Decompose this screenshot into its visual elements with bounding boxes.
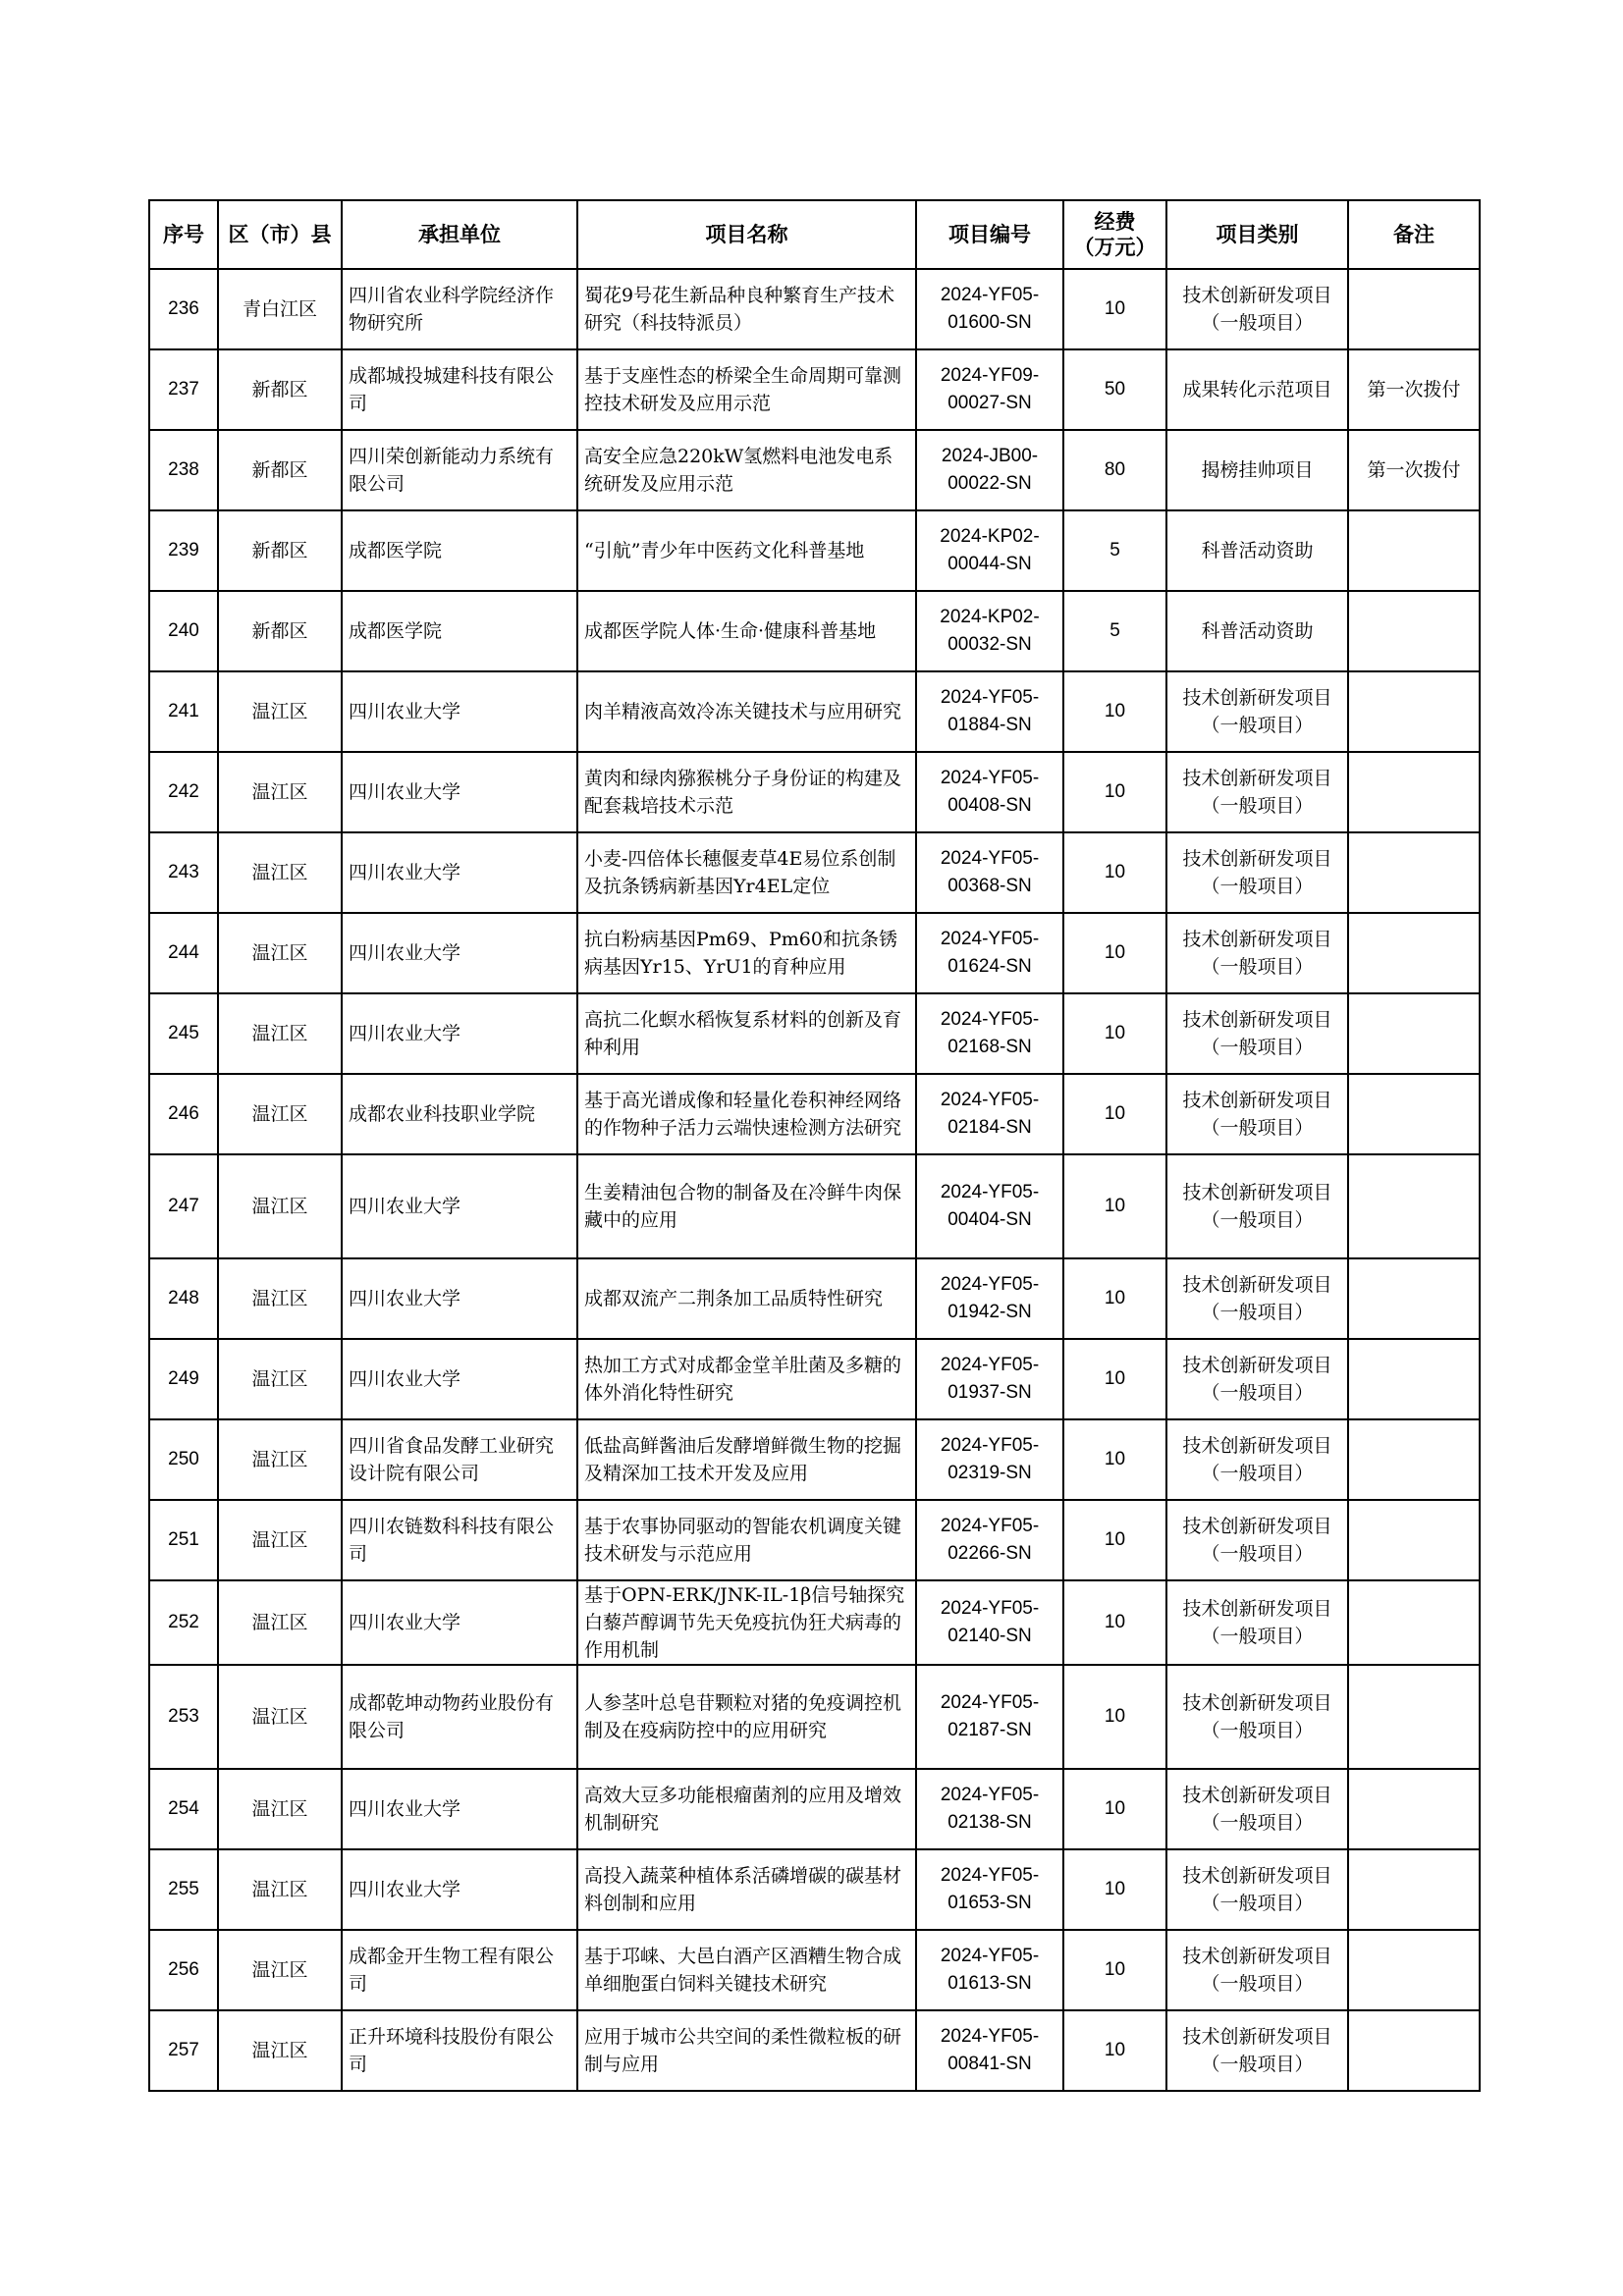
- cell-funds: 5: [1063, 510, 1166, 591]
- cell-funds: 10: [1063, 1769, 1166, 1849]
- cell-seq: 237: [149, 349, 218, 430]
- cell-project-name: 成都医学院人体·生命·健康科普基地: [577, 591, 916, 671]
- table-row: [149, 752, 1480, 832]
- cell-remark: [1348, 1849, 1480, 1930]
- table-row: [149, 832, 1480, 913]
- cell-category: 技术创新研发项目（一般项目）: [1166, 1074, 1348, 1154]
- cell-unit: 四川农业大学: [342, 1339, 577, 1419]
- cell-district: 新都区: [218, 349, 342, 430]
- cell-seq: 248: [149, 1258, 218, 1339]
- cell-district: 温江区: [218, 832, 342, 913]
- cell-project-code: 2024-KP02-00032-SN: [916, 591, 1063, 671]
- header-unit: 承担单位: [342, 200, 577, 269]
- cell-project-code: 2024-YF05-02184-SN: [916, 1074, 1063, 1154]
- cell-funds: 50: [1063, 349, 1166, 430]
- cell-remark: [1348, 671, 1480, 752]
- cell-unit: 成都医学院: [342, 591, 577, 671]
- cell-district: 新都区: [218, 591, 342, 671]
- header-seq: 序号: [149, 200, 218, 269]
- cell-remark: 第一次拨付: [1348, 349, 1480, 430]
- cell-funds: 10: [1063, 269, 1166, 349]
- cell-category: 技术创新研发项目（一般项目）: [1166, 2010, 1348, 2091]
- cell-funds: 10: [1063, 1419, 1166, 1500]
- cell-seq: 250: [149, 1419, 218, 1500]
- cell-unit: 成都乾坤动物药业股份有限公司: [342, 1665, 577, 1769]
- cell-project-name: 生姜精油包合物的制备及在冷鲜牛肉保藏中的应用: [577, 1154, 916, 1258]
- cell-category: 技术创新研发项目（一般项目）: [1166, 1258, 1348, 1339]
- cell-seq: 254: [149, 1769, 218, 1849]
- cell-district: 温江区: [218, 2010, 342, 2091]
- cell-project-code: 2024-YF05-01937-SN: [916, 1339, 1063, 1419]
- cell-district: 青白江区: [218, 269, 342, 349]
- cell-funds: 10: [1063, 1074, 1166, 1154]
- cell-district: 温江区: [218, 913, 342, 993]
- cell-funds: 10: [1063, 1500, 1166, 1580]
- table-row: [149, 1258, 1480, 1339]
- cell-seq: 246: [149, 1074, 218, 1154]
- table-row: [149, 1665, 1480, 1769]
- cell-remark: [1348, 1500, 1480, 1580]
- table-row: [149, 1419, 1480, 1500]
- cell-project-code: 2024-YF05-02187-SN: [916, 1665, 1063, 1769]
- cell-remark: [1348, 1930, 1480, 2010]
- cell-funds: 10: [1063, 1930, 1166, 2010]
- cell-district: 温江区: [218, 752, 342, 832]
- cell-project-code: 2024-YF05-00841-SN: [916, 2010, 1063, 2091]
- cell-category: 技术创新研发项目（一般项目）: [1166, 1769, 1348, 1849]
- cell-project-name: 人参茎叶总皂苷颗粒对猪的免疫调控机制及在疫病防控中的应用研究: [577, 1665, 916, 1769]
- header-remark: 备注: [1348, 200, 1480, 269]
- cell-seq: 249: [149, 1339, 218, 1419]
- project-funding-table: [148, 199, 1481, 2092]
- cell-project-code: 2024-YF05-01600-SN: [916, 269, 1063, 349]
- cell-category: 技术创新研发项目（一般项目）: [1166, 913, 1348, 993]
- cell-seq: 244: [149, 913, 218, 993]
- cell-district: 温江区: [218, 1074, 342, 1154]
- cell-unit: 四川农业大学: [342, 671, 577, 752]
- cell-project-code: 2024-YF05-01884-SN: [916, 671, 1063, 752]
- cell-category: 技术创新研发项目（一般项目）: [1166, 1419, 1348, 1500]
- cell-project-code: 2024-YF05-01653-SN: [916, 1849, 1063, 1930]
- cell-seq: 236: [149, 269, 218, 349]
- cell-unit: 四川农业大学: [342, 1154, 577, 1258]
- cell-project-code: 2024-YF05-00404-SN: [916, 1154, 1063, 1258]
- cell-project-code: 2024-YF09-00027-SN: [916, 349, 1063, 430]
- cell-funds: 10: [1063, 832, 1166, 913]
- cell-category: 技术创新研发项目（一般项目）: [1166, 1849, 1348, 1930]
- cell-project-name: 小麦-四倍体长穗偃麦草4E易位系创制及抗条锈病新基因Yr4EL定位: [577, 832, 916, 913]
- cell-project-name: 高投入蔬菜种植体系活磷增碳的碳基材料创制和应用: [577, 1849, 916, 1930]
- cell-funds: 10: [1063, 1339, 1166, 1419]
- cell-seq: 256: [149, 1930, 218, 2010]
- cell-project-name: 蜀花9号花生新品种良种繁育生产技术研究（科技特派员）: [577, 269, 916, 349]
- cell-remark: [1348, 510, 1480, 591]
- cell-district: 新都区: [218, 430, 342, 510]
- cell-category: 技术创新研发项目（一般项目）: [1166, 752, 1348, 832]
- cell-unit: 正升环境科技股份有限公司: [342, 2010, 577, 2091]
- cell-project-code: 2024-YF05-01613-SN: [916, 1930, 1063, 2010]
- cell-unit: 四川省食品发酵工业研究设计院有限公司: [342, 1419, 577, 1500]
- table-row: [149, 993, 1480, 1074]
- cell-funds: 10: [1063, 993, 1166, 1074]
- cell-project-name: 基于OPN-ERK/JNK-IL-1β信号轴探究白藜芦醇调节先天免疫抗伪狂犬病毒的作用机制: [577, 1580, 916, 1665]
- cell-unit: 四川农链数科科技有限公司: [342, 1500, 577, 1580]
- cell-project-name: 基于农事协同驱动的智能农机调度关键技术研发与示范应用: [577, 1500, 916, 1580]
- cell-category: 技术创新研发项目（一般项目）: [1166, 671, 1348, 752]
- cell-remark: [1348, 1339, 1480, 1419]
- cell-category: 技术创新研发项目（一般项目）: [1166, 1500, 1348, 1580]
- cell-unit: 四川农业大学: [342, 913, 577, 993]
- table-body: [149, 269, 1480, 2091]
- cell-remark: [1348, 913, 1480, 993]
- header-project-name: 项目名称: [577, 200, 916, 269]
- cell-district: 新都区: [218, 510, 342, 591]
- cell-project-name: 高抗二化螟水稻恢复系材料的创新及育种利用: [577, 993, 916, 1074]
- cell-project-code: 2024-KP02-00044-SN: [916, 510, 1063, 591]
- cell-seq: 251: [149, 1500, 218, 1580]
- cell-unit: 成都城投城建科技有限公司: [342, 349, 577, 430]
- cell-project-name: 基于高光谱成像和轻量化卷积神经网络的作物种子活力云端快速检测方法研究: [577, 1074, 916, 1154]
- cell-district: 温江区: [218, 1154, 342, 1258]
- cell-seq: 247: [149, 1154, 218, 1258]
- cell-seq: 257: [149, 2010, 218, 2091]
- cell-funds: 10: [1063, 1154, 1166, 1258]
- cell-project-name: “引航”青少年中医药文化科普基地: [577, 510, 916, 591]
- cell-category: 技术创新研发项目（一般项目）: [1166, 993, 1348, 1074]
- cell-project-name: 成都双流产二荆条加工品质特性研究: [577, 1258, 916, 1339]
- header-category: 项目类别: [1166, 200, 1348, 269]
- cell-category: 技术创新研发项目（一般项目）: [1166, 1580, 1348, 1665]
- cell-project-code: 2024-YF05-00368-SN: [916, 832, 1063, 913]
- cell-funds: 10: [1063, 1258, 1166, 1339]
- cell-district: 温江区: [218, 1500, 342, 1580]
- cell-seq: 241: [149, 671, 218, 752]
- table-row: [149, 430, 1480, 510]
- cell-project-name: 抗白粉病基因Pm69、Pm60和抗条锈病基因Yr15、YrU1的育种应用: [577, 913, 916, 993]
- cell-district: 温江区: [218, 1930, 342, 2010]
- cell-district: 温江区: [218, 993, 342, 1074]
- cell-remark: [1348, 1580, 1480, 1665]
- cell-remark: [1348, 269, 1480, 349]
- table-row: [149, 1580, 1480, 1665]
- cell-unit: 四川农业大学: [342, 1849, 577, 1930]
- cell-district: 温江区: [218, 1339, 342, 1419]
- cell-category: 成果转化示范项目: [1166, 349, 1348, 430]
- cell-funds: 10: [1063, 1580, 1166, 1665]
- cell-seq: 238: [149, 430, 218, 510]
- cell-project-name: 基于邛崃、大邑白酒产区酒糟生物合成单细胞蛋白饲料关键技术研究: [577, 1930, 916, 2010]
- cell-project-code: 2024-YF05-00408-SN: [916, 752, 1063, 832]
- cell-district: 温江区: [218, 1258, 342, 1339]
- cell-project-name: 应用于城市公共空间的柔性微粒板的研制与应用: [577, 2010, 916, 2091]
- cell-remark: [1348, 2010, 1480, 2091]
- cell-category: 科普活动资助: [1166, 591, 1348, 671]
- cell-remark: 第一次拨付: [1348, 430, 1480, 510]
- cell-district: 温江区: [218, 1849, 342, 1930]
- cell-unit: 四川省农业科学院经济作物研究所: [342, 269, 577, 349]
- cell-category: 技术创新研发项目（一般项目）: [1166, 1665, 1348, 1769]
- cell-unit: 四川荣创新能动力系统有限公司: [342, 430, 577, 510]
- table-row: [149, 1769, 1480, 1849]
- table-row: [149, 1339, 1480, 1419]
- cell-remark: [1348, 993, 1480, 1074]
- table-row: [149, 1500, 1480, 1580]
- cell-project-code: 2024-YF05-02140-SN: [916, 1580, 1063, 1665]
- cell-project-name: 肉羊精液高效冷冻关键技术与应用研究: [577, 671, 916, 752]
- cell-category: 技术创新研发项目（一般项目）: [1166, 1339, 1348, 1419]
- cell-category: 技术创新研发项目（一般项目）: [1166, 1154, 1348, 1258]
- cell-project-name: 基于支座性态的桥梁全生命周期可靠测控技术研发及应用示范: [577, 349, 916, 430]
- cell-funds: 10: [1063, 752, 1166, 832]
- cell-funds: 80: [1063, 430, 1166, 510]
- cell-project-code: 2024-YF05-02319-SN: [916, 1419, 1063, 1500]
- cell-funds: 10: [1063, 671, 1166, 752]
- table-row: [149, 1849, 1480, 1930]
- header-district: 区（市）县: [218, 200, 342, 269]
- cell-project-code: 2024-YF05-01624-SN: [916, 913, 1063, 993]
- table-row: [149, 510, 1480, 591]
- table-row: [149, 269, 1480, 349]
- cell-unit: 成都医学院: [342, 510, 577, 591]
- cell-remark: [1348, 832, 1480, 913]
- header-funds: 经费 （万元）: [1063, 200, 1166, 269]
- cell-remark: [1348, 1074, 1480, 1154]
- cell-district: 温江区: [218, 1580, 342, 1665]
- cell-seq: 245: [149, 993, 218, 1074]
- cell-project-name: 高效大豆多功能根瘤菌剂的应用及增效机制研究: [577, 1769, 916, 1849]
- cell-project-name: 高安全应急220kW氢燃料电池发电系统研发及应用示范: [577, 430, 916, 510]
- cell-project-code: 2024-JB00-00022-SN: [916, 430, 1063, 510]
- table-row: [149, 1930, 1480, 2010]
- cell-funds: 10: [1063, 2010, 1166, 2091]
- cell-unit: 四川农业大学: [342, 1580, 577, 1665]
- cell-category: 科普活动资助: [1166, 510, 1348, 591]
- table-row: [149, 1074, 1480, 1154]
- cell-seq: 252: [149, 1580, 218, 1665]
- cell-remark: [1348, 752, 1480, 832]
- cell-funds: 10: [1063, 913, 1166, 993]
- cell-remark: [1348, 1665, 1480, 1769]
- cell-unit: 成都金开生物工程有限公司: [342, 1930, 577, 2010]
- cell-project-code: 2024-YF05-02168-SN: [916, 993, 1063, 1074]
- table-row: [149, 671, 1480, 752]
- table-row: [149, 913, 1480, 993]
- cell-district: 温江区: [218, 1419, 342, 1500]
- cell-project-name: 低盐高鲜酱油后发酵增鲜微生物的挖掘及精深加工技术开发及应用: [577, 1419, 916, 1500]
- cell-project-code: 2024-YF05-01942-SN: [916, 1258, 1063, 1339]
- cell-unit: 成都农业科技职业学院: [342, 1074, 577, 1154]
- cell-seq: 243: [149, 832, 218, 913]
- cell-remark: [1348, 1258, 1480, 1339]
- cell-district: 温江区: [218, 1769, 342, 1849]
- cell-unit: 四川农业大学: [342, 832, 577, 913]
- cell-funds: 10: [1063, 1665, 1166, 1769]
- table-row: [149, 591, 1480, 671]
- cell-remark: [1348, 1419, 1480, 1500]
- cell-unit: 四川农业大学: [342, 1258, 577, 1339]
- table-row: [149, 2010, 1480, 2091]
- cell-seq: 239: [149, 510, 218, 591]
- cell-category: 技术创新研发项目（一般项目）: [1166, 1930, 1348, 2010]
- cell-project-code: 2024-YF05-02266-SN: [916, 1500, 1063, 1580]
- cell-seq: 255: [149, 1849, 218, 1930]
- cell-seq: 240: [149, 591, 218, 671]
- cell-district: 温江区: [218, 1665, 342, 1769]
- table-row: [149, 1154, 1480, 1258]
- cell-remark: [1348, 1154, 1480, 1258]
- cell-category: 揭榜挂帅项目: [1166, 430, 1348, 510]
- cell-seq: 253: [149, 1665, 218, 1769]
- cell-unit: 四川农业大学: [342, 1769, 577, 1849]
- cell-remark: [1348, 1769, 1480, 1849]
- table-header-row: [149, 200, 1480, 269]
- cell-district: 温江区: [218, 671, 342, 752]
- header-project-code: 项目编号: [916, 200, 1063, 269]
- cell-seq: 242: [149, 752, 218, 832]
- table-row: [149, 349, 1480, 430]
- cell-funds: 10: [1063, 1849, 1166, 1930]
- cell-project-name: 热加工方式对成都金堂羊肚菌及多糖的体外消化特性研究: [577, 1339, 916, 1419]
- cell-category: 技术创新研发项目（一般项目）: [1166, 269, 1348, 349]
- cell-remark: [1348, 591, 1480, 671]
- cell-unit: 四川农业大学: [342, 993, 577, 1074]
- cell-project-code: 2024-YF05-02138-SN: [916, 1769, 1063, 1849]
- cell-category: 技术创新研发项目（一般项目）: [1166, 832, 1348, 913]
- cell-unit: 四川农业大学: [342, 752, 577, 832]
- cell-funds: 5: [1063, 591, 1166, 671]
- cell-project-name: 黄肉和绿肉猕猴桃分子身份证的构建及配套栽培技术示范: [577, 752, 916, 832]
